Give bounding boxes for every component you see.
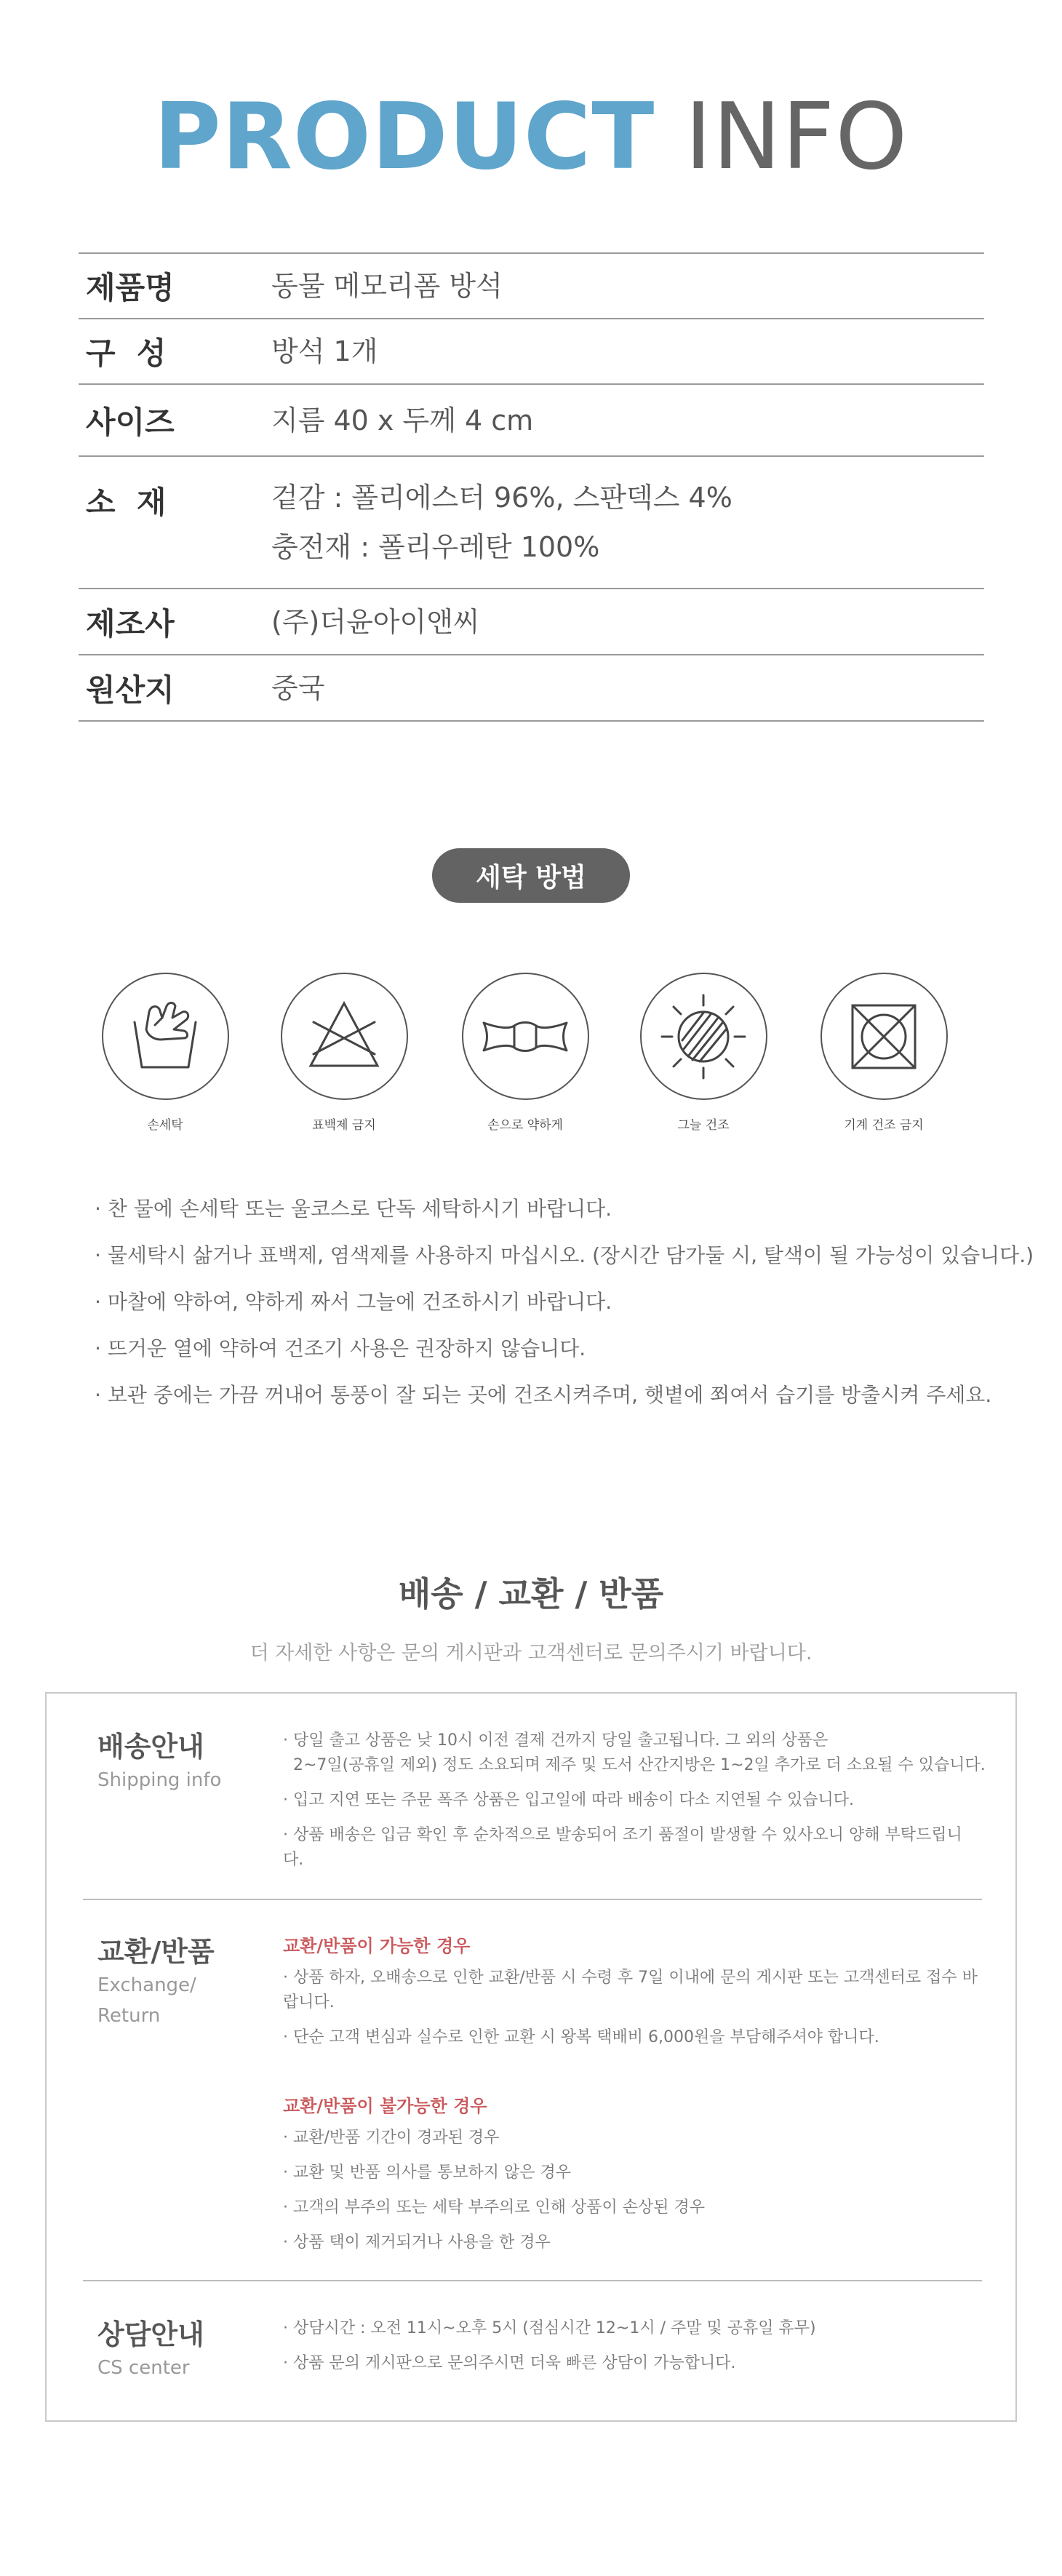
info-label: 제품명 [86,270,175,306]
wash-label: 손세탁 [147,1118,183,1133]
title-info: INFO [684,83,909,190]
product-info-table [79,252,984,722]
shipping-title: 배송 / 교환 / 반품 [398,1574,664,1614]
info-label: 소 재 [86,485,167,520]
info-label: 구 성 [86,335,167,371]
shipping-box [45,1692,1017,2422]
info-row-composition [79,319,984,385]
info-row-material [79,457,984,589]
shipping-subtitle: 더 자세한 사항은 문의 게시판과 고객센터로 문의주시기 바랍니다. [249,1642,813,1664]
wring-gently-icon [462,973,589,1100]
wash-notes [95,1186,1034,1419]
info-value: 방석 1개 [271,335,378,367]
no-tumble-dry-icon [821,973,948,1100]
wash-item-hand [74,973,256,1133]
wash-item-bleach [253,973,435,1133]
exchange-impossible-title: 교환/반품이 불가능한 경우 [283,2096,487,2116]
info-label: 원산지 [86,671,175,708]
info-value: 동물 메모리폼 방석 [271,270,503,302]
wash-method-badge: 세탁 방법 [432,848,630,903]
info-value: 겉감 : 폴리에스터 96%, 스판덱스 4% 충전재 : 폴리우레탄 100% [271,482,732,563]
cs-body: · 상담시간 : 오전 11시~오후 5시 (점심시간 12~1시 / 주말 및 공휴일 휴무) · 상품 문의 게시판으로 문의주시면 더욱 빠른 상담이 가능합니다. [283,2319,816,2372]
wash-note: · 찬 물에 손세탁 또는 울코스로 단독 세탁하시기 바랍니다. [95,1186,989,1232]
info-label: 사이즈 [86,404,175,440]
cs-heading: 상담안내 CS center [97,2318,204,2379]
wash-item-wring [434,973,616,1133]
section-divider [83,2280,982,2281]
info-row-name [79,254,984,319]
wash-note: · 보관 중에는 가끔 꺼내어 통풍이 잘 되는 곳에 건조시켜주며, 햇볕에 쬐여서 습기를 방출시켜 주세요. [95,1372,989,1419]
wash-item-shade [612,973,794,1133]
exchange-possible-title: 교환/반품이 가능한 경우 [283,1936,471,1956]
hand-wash-icon [102,973,229,1100]
info-value: (주)더윤아이앤씨 [271,605,480,638]
section-divider [83,1899,982,1900]
page-title [0,83,1062,190]
exchange-heading: 교환/반품 Exchange/ Return [97,1936,215,2027]
info-row-origin [79,655,984,722]
info-value: 지름 40 x 두께 4 cm [271,404,534,436]
wash-note: · 물세탁시 삶거나 표백제, 염색제를 사용하지 마십시오. (장시간 담가둘 시, 탈색이 될 가능성이 있습니다.) [95,1232,989,1279]
wash-label: 표백제 금지 [312,1118,376,1133]
title-product: PRODUCT [153,83,655,190]
info-row-manufacturer [79,589,984,655]
wash-label: 그늘 건조 [677,1118,730,1133]
shade-dry-icon [640,973,767,1100]
delivery-heading: 배송안내 Shipping info [97,1731,222,1791]
wash-note: · 마찰에 약하여, 약하게 짜서 그늘에 건조하시기 바랍니다. [95,1279,989,1325]
no-bleach-icon [281,973,408,1100]
wash-note: · 뜨거운 열에 약하여 건조기 사용은 권장하지 않습니다. [95,1325,989,1372]
wash-label: 기계 건조 금지 [844,1118,924,1133]
wash-label: 손으로 약하게 [487,1118,563,1133]
info-value: 중국 [271,671,325,704]
info-row-size [79,385,984,457]
delivery-body: · 당일 출고 상품은 낮 10시 이전 결제 건까지 당일 출고됩니다. 그 외의 상품은 2~7일(공휴일 제외) 정도 소요되며 제주 및 도서 산간지방은 1~2일 추가로 더 소요될 수 있습니다. · 입고 지연 또는 주문 폭주 상품은 입고일에 따라 배송이 다소 지연될 수 있습니다. · 상품 배송은 입금 확인 후 순차적으로 발송되어 조기 품절이 발생할 수 있사오니 양해 부탁드립니다. [283,1731,986,1869]
wash-item-tumble [793,973,975,1133]
exchange-body: 교환/반품이 가능한 경우 · 상품 하자, 오배송으로 인한 교환/반품 시 수령 후 7일 이내에 문의 게시판 또는 고객센터로 접수 바랍니다. · 단순 고객 변심과 실수로 인한 교환 시 왕복 택배비 6,000원을 부담해주셔야 합니다. 교환/반품이 불가능한 경우 · 교환/반품 기간이 경과된 경우 · 교환 및 반품 의사를 통보하지 않은 경우 · 고객의 부주의 또는 세탁 부주의로 인해 상품이 손상된 경우 · 상품 택이 제거되거나 사용을 한 경우 [283,1934,981,2255]
info-label: 제조사 [86,605,175,642]
